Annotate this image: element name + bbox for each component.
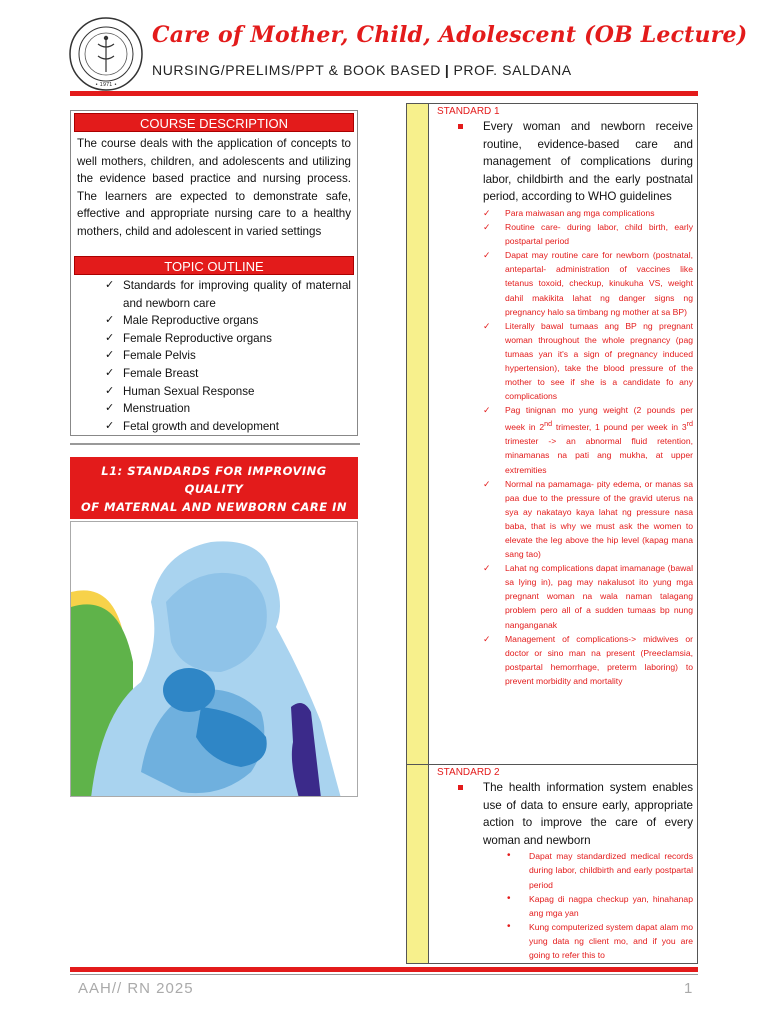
topic-item: ✓ Female Pelvis (77, 347, 351, 365)
standard-2-statement: The health information system enables use of data to ensure early, appropriate action to improve the care of every woman and newborn (429, 779, 699, 849)
topic-item: ✓ Male Reproductive organs (77, 312, 351, 330)
document-title: Care of Mother, Child, Adolescent (OB Lecture) (152, 22, 748, 48)
standard-1-note-weight: ✓ Pag tinignan mo yung weight (2 pounds per week in 2nd trimester, 1 pound per week in 3rd trimester -> an abnormal fluid retention, minamanas na pati ang mukha, at upper extremities (505, 403, 693, 476)
standard-1-note: ✓ Management of complications-> midwives or doctor or sino man na present (Preeclamsia, postpartal hemorrhage, preterm laboring) to prevent morbidity and mortality (505, 632, 693, 688)
standards-table (406, 103, 698, 964)
course-info: NURSING/PRELIMS/PPT & BOOK BASED (152, 62, 441, 78)
topic-item: ✓ Female Breast (77, 365, 351, 383)
standard-2-note: • Kapag di nagpa checkup yan, hinahanap ang mga yan (529, 892, 693, 920)
header-rule (70, 91, 698, 96)
standard-1-note: ✓ Literally bawal tumaas ang BP ng pregnant woman throughout the whole pregnancy (pag tumaas yan it's a sign of pregnancy induced hypertension), take the blood pressure of the mother to see if she is a candidate fo any complications (505, 319, 693, 404)
standard-1-note: ✓ Lahat ng complications dapat imamanage (bawal sa lying in), pag may nakalusot ito yung mga pregnant woman na wala naman talagang problem pero all of a sudden tumaas bp nung nanganganak (505, 561, 693, 631)
course-overview-box (70, 110, 358, 436)
standard-1-note: ✓ Normal na pamamaga- pity edema, or manas sa paa due to the pressure of the gravid uterus na sya ay nakatayo kaya lahat ng pressure nasa baba, that is why we must ask the women to elevate the leg above the hip level (kapag mana sang tao) (505, 477, 693, 562)
lesson-banner-line: OF MATERNAL AND NEWBORN CARE IN (80, 500, 347, 514)
svg-text:• 1971 •: • 1971 • (95, 82, 117, 88)
standard-1-statement: Every woman and newborn receive routine, evidence-based care and management of complications during labor, childbirth and the early postnatal period, according to WHO guidelines (429, 118, 699, 206)
topic-outline-heading: TOPIC OUTLINE (74, 256, 354, 275)
standard-2-section (429, 765, 699, 962)
mother-newborn-image (71, 522, 358, 797)
standard-2-label: STANDARD 2 (437, 767, 500, 778)
footer-rule (70, 967, 698, 972)
standard-2-note: • Dapat may standardized medical records during labor, childbirth and early postpartal period (529, 849, 693, 891)
mother-newborn-illustration (70, 521, 358, 797)
foundation-seal-logo (68, 16, 144, 92)
topic-item: ✓ Standards for improving quality of maternal and newborn care (77, 277, 351, 312)
topic-item: ✓ Menstruation (77, 400, 351, 418)
section-divider (70, 443, 360, 445)
standard-1-note: ✓ Dapat may routine care for newborn (postnatal, antepartal- administration of vaccines like tetanus toxoid, checkup, kinukuha VS, weight dahil makikita lahat ng danger signs ng pregnancy halo sa timbang ng mother at sa BP) (505, 248, 693, 318)
topic-outline-list (71, 275, 357, 435)
topic-item: ✓ Fetal growth and development (77, 418, 351, 436)
course-description-heading: COURSE DESCRIPTION (74, 113, 354, 132)
standard-1-note: ✓ Para maiwasan ang mga complications (505, 206, 693, 220)
topic-item: ✓ Human Sexual Response (77, 383, 351, 401)
standard-1-label: STANDARD 1 (437, 106, 500, 117)
footer-thin-rule (70, 974, 698, 975)
topic-item: ✓ Female Reproductive organs (77, 330, 351, 348)
page-number: 1 (684, 980, 693, 997)
lesson-banner-line: L1: STANDARDS FOR IMPROVING QUALITY (101, 464, 327, 496)
course-description-text: The course deals with the application of concepts to well mothers, children, and adolescents and utilizing the evidence based practice and nursing process. The learners are expected to demonstrate safe, effective and appropriate nursing care to a healthy mothers, child and adolescent in varied settings (77, 137, 351, 238)
standards-margin-column (407, 104, 429, 963)
standard-1-section (429, 104, 699, 688)
standard-1-note: ✓ Routine care- during labor, child birth, early postpartal period (505, 220, 693, 248)
document-subtitle (152, 62, 572, 78)
subtitle-separator: | (444, 62, 450, 78)
lesson-banner (70, 457, 358, 519)
standard-2-note: • Kung computerized system dapat alam mo yung data ng client mo, and if you are going to refer this to (529, 920, 693, 962)
footer-author: AAH// RN 2025 (78, 980, 194, 997)
standard-1-notes (429, 206, 699, 688)
standard-2-notes (429, 849, 699, 962)
professor-name: PROF. SALDANA (453, 62, 572, 78)
